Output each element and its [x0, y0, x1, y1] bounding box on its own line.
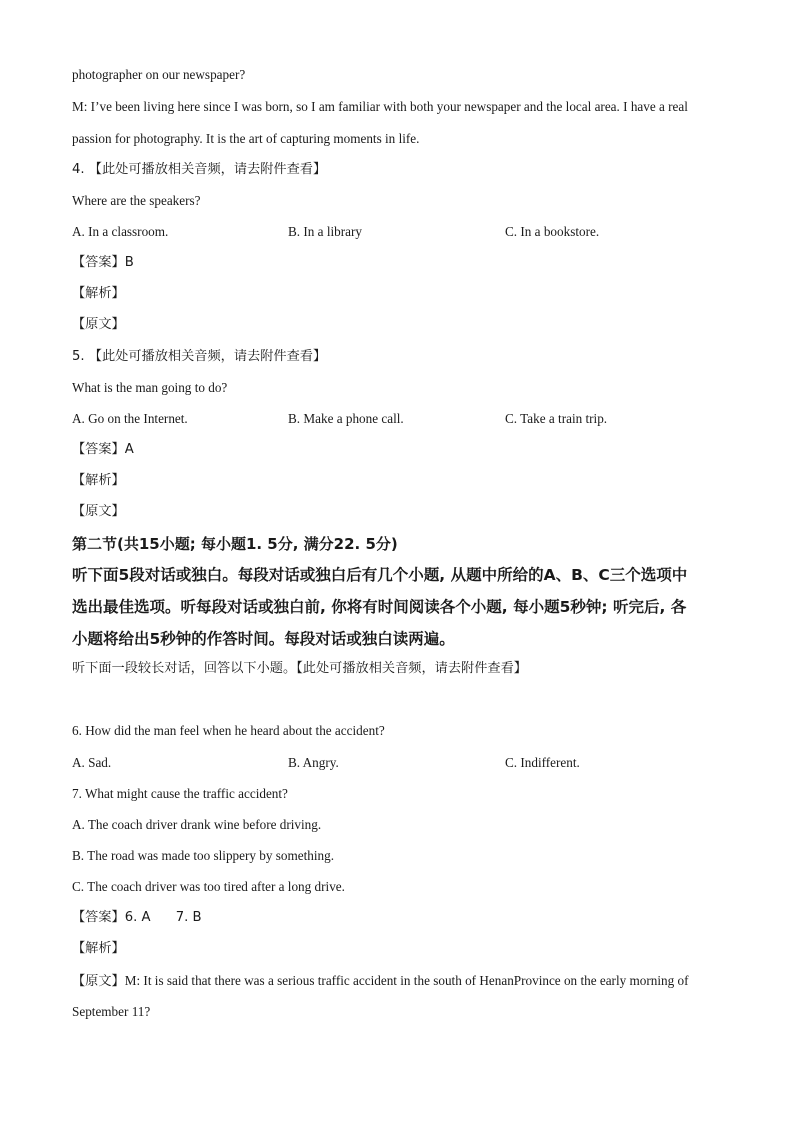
question-4-option-c: C. In a bookstore. [505, 224, 600, 239]
question-5-option-a: A. Go on the Internet. [72, 411, 188, 426]
question-4-text: Where are the speakers? [72, 193, 201, 208]
question-5-analysis: 【解析】 [72, 473, 125, 488]
question-4-option-a: A. In a classroom. [72, 224, 169, 239]
section-2-instructions: 听下面5段对话或独白。每段对话或独白后有几个小题, 从题中所给的A、B、C三个选项中 [72, 566, 688, 584]
section-2-instructions: 小题将给出5秒钟的作答时间。每段对话或独白读两遍。 [72, 630, 455, 648]
question-5-option-c: C. Take a train trip. [505, 411, 608, 426]
question-6-7-original: September 11? [72, 1004, 151, 1019]
question-6-option-a: A. Sad. [72, 755, 112, 770]
question-7-text: 7. What might cause the traffic accident? [72, 786, 288, 801]
question-5-text: What is the man going to do? [72, 380, 228, 395]
question-7-option-c: C. The coach driver was too tired after a long drive. [72, 879, 345, 894]
question-5-original: 【原文】 [72, 504, 125, 519]
question-6-7-analysis: 【解析】 [72, 941, 125, 956]
section-2-subheading: 听下面一段较长对话，回答以下小题。【此处可播放相关音频，请去附件查看】 [72, 661, 527, 676]
question-6-7-answer: 【答案】6. A 7. B [72, 910, 202, 925]
section-2-title: 第二节(共15小题; 每小题1. 5分, 满分22. 5分) [72, 535, 398, 553]
question-4-option-b: B. In a library [288, 224, 362, 239]
question-6-7-original: 【原文】M: It is said that there was a serious traffic accident in the south of HenanProvince on the early morning of [72, 973, 689, 988]
question-6-option-c: C. Indifferent. [505, 755, 580, 770]
question-4-analysis: 【解析】 [72, 286, 125, 301]
question-4-original: 【原文】 [72, 317, 125, 332]
question-5-option-b: B. Make a phone call. [288, 411, 404, 426]
transcript-line: photographer on our newspaper? [72, 67, 246, 82]
transcript-line: M: I’ve been living here since I was born, so I am familiar with both your newspaper and the local area. I have a real [72, 99, 688, 114]
question-4-answer: 【答案】B [72, 255, 134, 270]
section-2-instructions: 选出最佳选项。听每段对话或独白前, 你将有时间阅读各个小题, 每小题5秒钟; 听完后, 各 [72, 598, 687, 616]
question-6-text: 6. How did the man feel when he heard about the accident? [72, 723, 385, 738]
question-6-option-b: B. Angry. [288, 755, 339, 770]
transcript-line: passion for photography. It is the art of capturing moments in life. [72, 131, 420, 146]
question-5-header: 5. 【此处可播放相关音频，请去附件查看】 [72, 349, 327, 364]
question-7-option-b: B. The road was made too slippery by something. [72, 848, 334, 863]
question-5-answer: 【答案】A [72, 442, 134, 457]
question-4-header: 4. 【此处可播放相关音频，请去附件查看】 [72, 162, 327, 177]
question-7-option-a: A. The coach driver drank wine before driving. [72, 817, 322, 832]
